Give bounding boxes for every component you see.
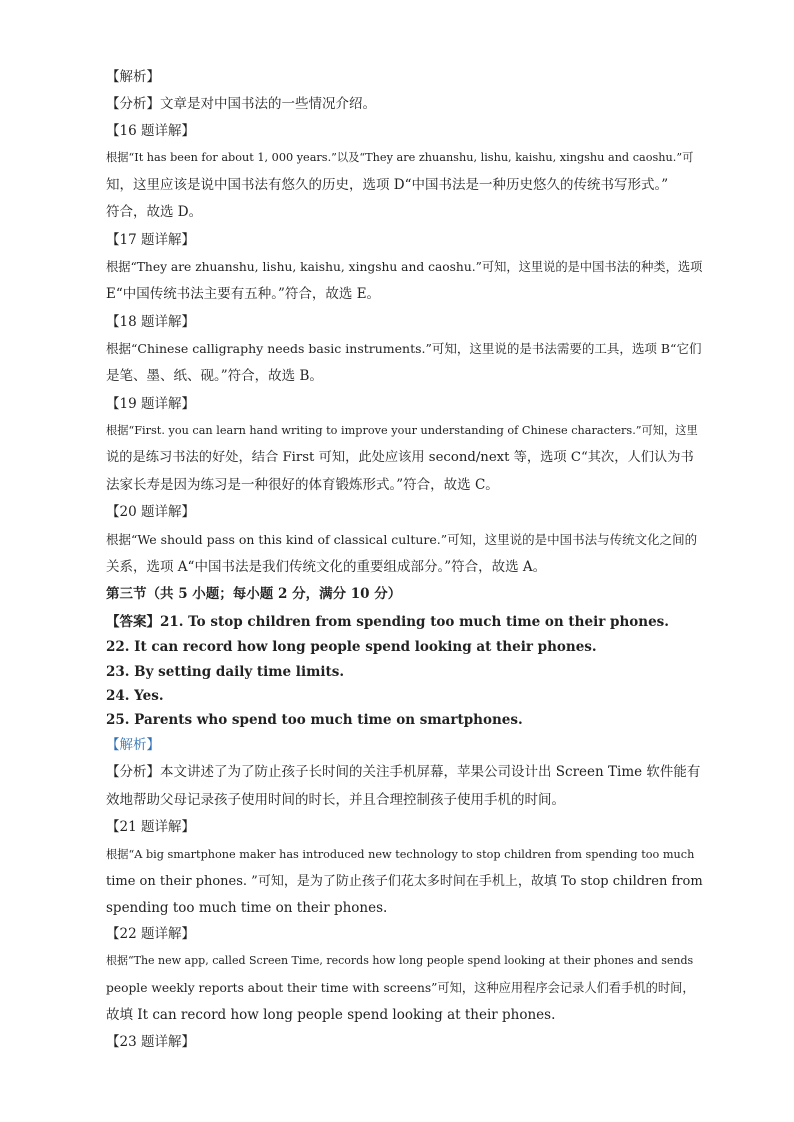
text-line: 【17 题详解】 [106, 232, 195, 248]
answer-line: 24. Yes. [106, 688, 164, 704]
text-line: 法家长寿是因为练习是一种很好的体育锻炼形式。”符合，故选 C。 [106, 477, 499, 493]
text-line: spending too much time on their phones. [106, 900, 388, 916]
text-line: 根据“The new app, called Screen Time, records how long people spend looking at their phones and sends [106, 954, 694, 967]
text-line: 效地帮助父母记录孩子使用时间的时长，并且合理控制孩子使用手机的时间。 [106, 792, 565, 808]
section-heading: 第三节（共 5 小题；每小题 2 分，满分 10 分） [106, 586, 402, 602]
answer-line: 【答案】21. To stop children from spending too much time on their phones. [106, 614, 669, 630]
text-line: 【分析】本文讲述了为了防止孩子长时间的关注手机屏幕，苹果公司设计出 Screen Time 软件能有 [106, 764, 701, 780]
analysis-heading: 【解析】 [106, 737, 160, 753]
text-line: 符合，故选 D。 [106, 204, 203, 220]
text-line: 根据“They are zhuanshu, lishu, kaishu, xingshu and caoshu.”可知，这里说的是中国书法的种类，选项 [106, 260, 703, 274]
text-line: 【18 题详解】 [106, 314, 195, 330]
text-line: 根据“It has been for about 1, 000 years.”以及“They are zhuanshu, lishu, kaishu, xingshu and caoshu.”可 [106, 151, 694, 164]
text-line: 根据“A big smartphone maker has introduced new technology to stop children from spending too much [106, 848, 695, 861]
text-line: 【19 题详解】 [106, 396, 195, 412]
text-line: 【分析】文章是对中国书法的一些情况介绍。 [106, 96, 376, 112]
text-line: 故填 It can record how long people spend looking at their phones. [106, 1007, 556, 1023]
text-line: 根据“We should pass on this kind of classical culture.”可知，这里说的是中国书法与传统文化之间的 [106, 532, 698, 547]
text-line: 是笔、墨、纸、砚。”符合，故选 B。 [106, 368, 323, 384]
text-line: 【20 题详解】 [106, 504, 195, 520]
text-line: 【21 题详解】 [106, 819, 195, 835]
answer-line: 25. Parents who spend too much time on smartphones. [106, 712, 523, 728]
text-line: 【解析】 [106, 69, 160, 85]
text-line: 关系，选项 A“中国书法是我们传统文化的重要组成部分。”符合，故选 A。 [106, 559, 547, 575]
text-line: 【22 题详解】 [106, 926, 195, 942]
text-line: people weekly reports about their time with screens”可知，这种应用程序会记录人们看手机的时间， [106, 981, 695, 995]
answer-line: 23. By setting daily time limits. [106, 664, 345, 680]
text-line: 说的是练习书法的好处，结合 First 可知，此处应该用 second/next 等，选项 C“其次，人们认为书 [106, 450, 694, 465]
text-line: 【23 题详解】 [106, 1034, 195, 1050]
text-line: time on their phones. ”可知，是为了防止孩子们花太多时间在手机上，故填 To stop children from [106, 874, 703, 889]
text-line: 根据“First. you can learn hand writing to improve your understanding of Chinese characters.”可知，这里 [106, 424, 698, 437]
text-line: E“中国传统书法主要有五种。”符合，故选 E。 [106, 286, 381, 302]
text-line: 知，这里应该是说中国书法有悠久的历史，选项 D“中国书法是一种历史悠久的传统书写形式。” [106, 177, 669, 193]
answer-line: 22. It can record how long people spend looking at their phones. [106, 639, 597, 655]
text-line: 【16 题详解】 [106, 123, 195, 139]
text-line: 根据“Chinese calligraphy needs basic instruments.”可知，这里说的是书法需要的工具，选项 B“它们 [106, 341, 702, 356]
